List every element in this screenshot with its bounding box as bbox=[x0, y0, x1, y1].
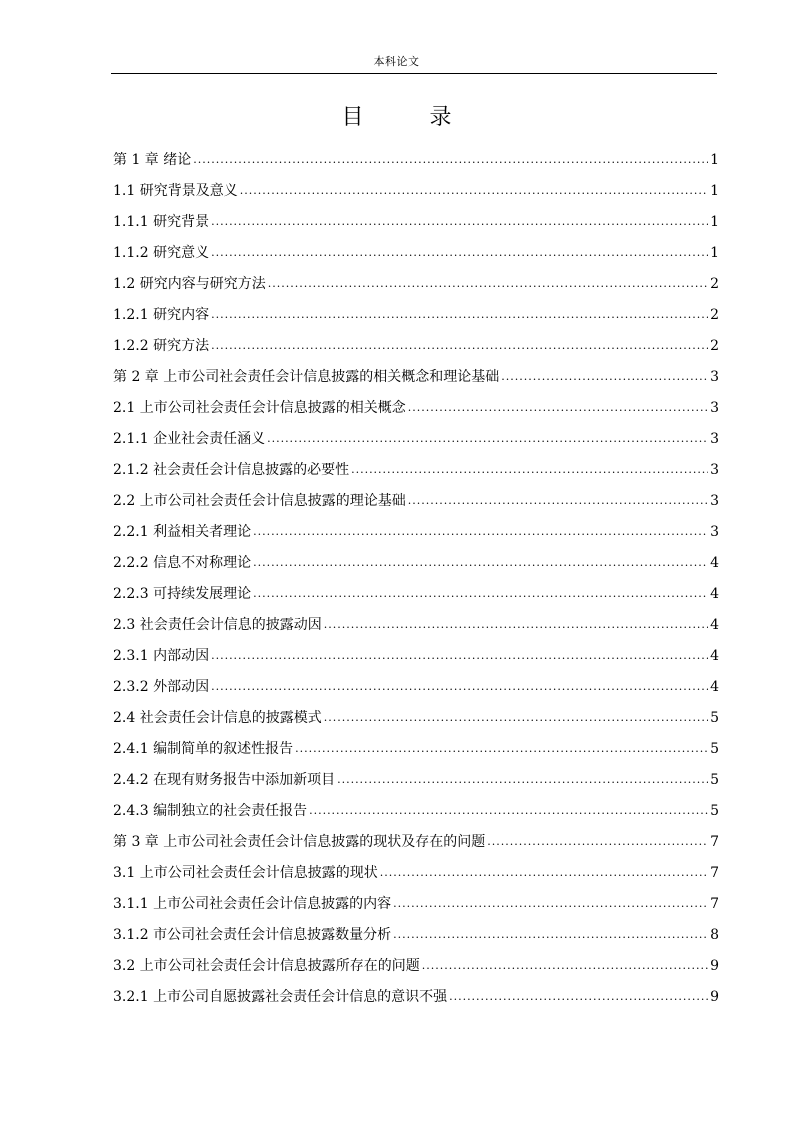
table-of-contents bbox=[113, 137, 719, 1005]
toc-leader-dots bbox=[324, 710, 708, 726]
toc-entry[interactable] bbox=[113, 850, 719, 881]
toc-entry-label: 2.3 社会责任会计信息的披露动因 bbox=[113, 617, 322, 633]
toc-entry-page: 2 bbox=[710, 307, 719, 323]
toc-entry-label: 2.4.1 编制简单的叙述性报告 bbox=[113, 741, 294, 757]
toc-entry-page: 1 bbox=[710, 152, 719, 168]
toc-entry[interactable] bbox=[113, 478, 719, 509]
toc-entry[interactable] bbox=[113, 819, 719, 850]
toc-entry-label: 2.3.1 内部动因 bbox=[113, 648, 210, 664]
toc-entry[interactable] bbox=[113, 788, 719, 819]
toc-entry-label: 1.1.2 研究意义 bbox=[113, 245, 210, 261]
toc-entry-label: 3.1.2 市公司社会责任会计信息披露数量分析 bbox=[113, 927, 392, 943]
toc-entry-page: 3 bbox=[710, 524, 719, 540]
toc-leader-dots bbox=[422, 958, 708, 974]
toc-entry-page: 3 bbox=[710, 400, 719, 416]
toc-entry-page: 7 bbox=[710, 896, 719, 912]
toc-entry-page: 4 bbox=[710, 586, 719, 602]
toc-entry-label: 3.2.1 上市公司自愿披露社会责任会计信息的意识不强 bbox=[113, 989, 448, 1005]
toc-entry-label: 2.4.3 编制独立的社会责任报告 bbox=[113, 803, 308, 819]
toc-leader-dots bbox=[295, 741, 708, 757]
toc-entry-label: 1.1 研究背景及意义 bbox=[113, 183, 238, 199]
toc-entry-label: 2.2.3 可持续发展理论 bbox=[113, 586, 252, 602]
toc-entry-page: 1 bbox=[710, 214, 719, 230]
toc-entry[interactable] bbox=[113, 664, 719, 695]
toc-entry-page: 9 bbox=[710, 958, 719, 974]
toc-entry-page: 5 bbox=[710, 772, 719, 788]
toc-entry-page: 5 bbox=[710, 741, 719, 757]
toc-entry-page: 1 bbox=[710, 183, 719, 199]
toc-leader-dots bbox=[380, 865, 708, 881]
toc-entry[interactable] bbox=[113, 447, 719, 478]
toc-entry-label: 1.2.1 研究内容 bbox=[113, 307, 210, 323]
toc-entry[interactable] bbox=[113, 137, 719, 168]
toc-entry[interactable] bbox=[113, 695, 719, 726]
toc-entry[interactable] bbox=[113, 292, 719, 323]
toc-leader-dots bbox=[351, 462, 708, 478]
toc-leader-dots bbox=[253, 586, 708, 602]
toc-leader-dots bbox=[393, 927, 708, 943]
toc-entry-label: 第 3 章 上市公司社会责任会计信息披露的现状及存在的问题 bbox=[113, 834, 486, 850]
toc-entry[interactable] bbox=[113, 385, 719, 416]
page-title: 目 录 bbox=[341, 105, 474, 130]
toc-entry[interactable] bbox=[113, 354, 719, 385]
toc-entry-label: 3.1.1 上市公司社会责任会计信息披露的内容 bbox=[113, 896, 392, 912]
toc-entry-page: 5 bbox=[710, 710, 719, 726]
toc-entry-label: 2.3.2 外部动因 bbox=[113, 679, 210, 695]
toc-leader-dots bbox=[240, 183, 708, 199]
toc-entry-page: 2 bbox=[710, 338, 719, 354]
toc-entry-page: 7 bbox=[710, 865, 719, 881]
toc-entry-page: 5 bbox=[710, 803, 719, 819]
toc-leader-dots bbox=[193, 152, 708, 168]
toc-entry[interactable] bbox=[113, 974, 719, 1005]
toc-entry-page: 1 bbox=[710, 245, 719, 261]
toc-leader-dots bbox=[211, 307, 708, 323]
toc-entry[interactable] bbox=[113, 540, 719, 571]
toc-entry[interactable] bbox=[113, 323, 719, 354]
toc-entry-page: 3 bbox=[710, 462, 719, 478]
toc-entry[interactable] bbox=[113, 881, 719, 912]
toc-entry-label: 2.2.1 利益相关者理论 bbox=[113, 524, 252, 540]
toc-entry-page: 4 bbox=[710, 679, 719, 695]
toc-leader-dots bbox=[324, 617, 708, 633]
toc-entry-label: 2.1.1 企业社会责任涵义 bbox=[113, 431, 266, 447]
toc-entry-label: 2.1.2 社会责任会计信息披露的必要性 bbox=[113, 462, 350, 478]
toc-entry[interactable] bbox=[113, 261, 719, 292]
toc-leader-dots bbox=[449, 989, 708, 1005]
toc-leader-dots bbox=[408, 493, 708, 509]
toc-leader-dots bbox=[211, 338, 708, 354]
toc-leader-dots bbox=[487, 834, 708, 850]
toc-entry-page: 4 bbox=[710, 617, 719, 633]
toc-entry[interactable] bbox=[113, 230, 719, 261]
toc-entry-label: 2.4.2 在现有财务报告中添加新项目 bbox=[113, 772, 336, 788]
toc-entry-label: 1.2.2 研究方法 bbox=[113, 338, 210, 354]
toc-entry[interactable] bbox=[113, 602, 719, 633]
toc-entry[interactable] bbox=[113, 633, 719, 664]
toc-entry-label: 1.2 研究内容与研究方法 bbox=[113, 276, 266, 292]
toc-entry-page: 9 bbox=[710, 989, 719, 1005]
toc-leader-dots bbox=[309, 803, 708, 819]
toc-leader-dots bbox=[501, 369, 708, 385]
toc-entry-label: 2.2 上市公司社会责任会计信息披露的理论基础 bbox=[113, 493, 406, 509]
toc-entry-page: 2 bbox=[710, 276, 719, 292]
toc-leader-dots bbox=[408, 400, 708, 416]
toc-leader-dots bbox=[211, 245, 708, 261]
toc-entry-page: 7 bbox=[710, 834, 719, 850]
toc-leader-dots bbox=[268, 276, 708, 292]
toc-entry-page: 8 bbox=[710, 927, 719, 943]
toc-entry-page: 4 bbox=[710, 555, 719, 571]
toc-entry[interactable] bbox=[113, 168, 719, 199]
toc-entry-label: 2.2.2 信息不对称理论 bbox=[113, 555, 252, 571]
toc-entry-label: 第 1 章 绪论 bbox=[113, 152, 192, 168]
toc-entry-label: 3.2 上市公司社会责任会计信息披露所存在的问题 bbox=[113, 958, 420, 974]
toc-entry-page: 3 bbox=[710, 493, 719, 509]
page-header: 本科论文 bbox=[373, 55, 420, 68]
toc-leader-dots bbox=[393, 896, 708, 912]
toc-entry[interactable] bbox=[113, 912, 719, 943]
toc-entry[interactable] bbox=[113, 571, 719, 602]
toc-entry-page: 3 bbox=[710, 369, 719, 385]
toc-leader-dots bbox=[253, 555, 708, 571]
toc-entry-label: 第 2 章 上市公司社会责任会计信息披露的相关概念和理论基础 bbox=[113, 369, 500, 385]
toc-entry[interactable] bbox=[113, 199, 719, 230]
toc-leader-dots bbox=[337, 772, 708, 788]
toc-leader-dots bbox=[211, 679, 708, 695]
toc-entry[interactable] bbox=[113, 943, 719, 974]
toc-entry[interactable] bbox=[113, 416, 719, 447]
toc-entry-page: 4 bbox=[710, 648, 719, 664]
toc-leader-dots bbox=[267, 431, 708, 447]
toc-entry-label: 2.1 上市公司社会责任会计信息披露的相关概念 bbox=[113, 400, 406, 416]
toc-entry-label: 1.1.1 研究背景 bbox=[113, 214, 210, 230]
toc-entry[interactable] bbox=[113, 509, 719, 540]
toc-leader-dots bbox=[253, 524, 708, 540]
toc-entry-label: 2.4 社会责任会计信息的披露模式 bbox=[113, 710, 322, 726]
toc-entry[interactable] bbox=[113, 726, 719, 757]
toc-leader-dots bbox=[211, 214, 708, 230]
toc-entry[interactable] bbox=[113, 757, 719, 788]
toc-entry-page: 3 bbox=[710, 431, 719, 447]
header-rule bbox=[111, 73, 717, 74]
toc-leader-dots bbox=[211, 648, 708, 664]
toc-entry-label: 3.1 上市公司社会责任会计信息披露的现状 bbox=[113, 865, 378, 881]
